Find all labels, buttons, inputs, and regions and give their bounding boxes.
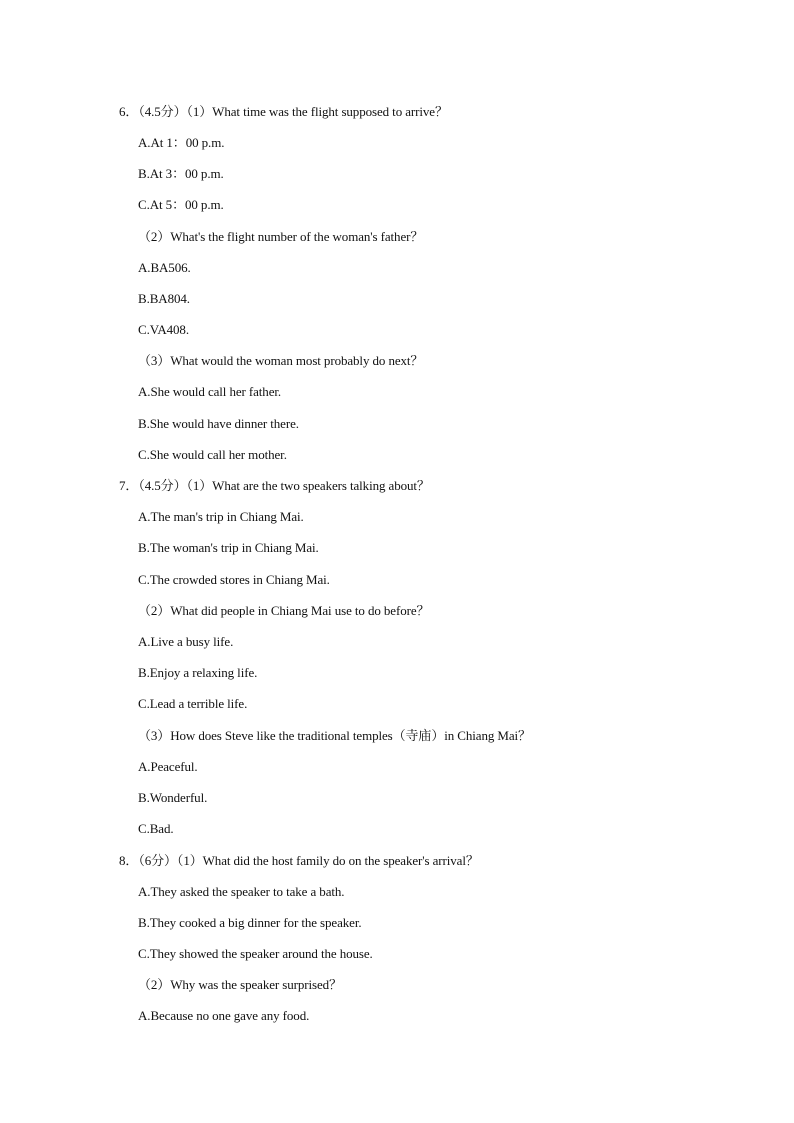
- question-score: （4.5分）: [138, 478, 187, 493]
- option-a: A.She would call her father.: [138, 384, 282, 399]
- option-a: A.At 1：00 p.m.: [138, 135, 225, 150]
- question-score: （4.5分）: [138, 104, 187, 119]
- question-7-header: 7．（4.5分）（1）What are the two speakers talking about？: [119, 478, 430, 493]
- option-a: A.BA506.: [138, 260, 191, 275]
- option-b: B.At 3：00 p.m.: [138, 166, 224, 181]
- option-c: C.The crowded stores in Chiang Mai.: [138, 572, 330, 587]
- question-number: 8: [119, 853, 126, 868]
- option-c: C.She would call her mother.: [138, 447, 287, 462]
- option-b: B.They cooked a big dinner for the speaker.: [138, 915, 362, 930]
- option-a: A.The man's trip in Chiang Mai.: [138, 509, 304, 524]
- option-c: C.They showed the speaker around the house.: [138, 946, 373, 961]
- option-a: A.Because no one gave any food.: [138, 1008, 310, 1023]
- question-stem: （1）What did the host family do on the speaker's arrival？: [176, 853, 479, 868]
- question-stem: （2）What did people in Chiang Mai use to do before？: [138, 603, 430, 618]
- option-b: B.Enjoy a relaxing life.: [138, 665, 258, 680]
- question-6-header: 6．（4.5分）（1）What time was the flight supposed to arrive？: [119, 104, 448, 119]
- option-a: A.They asked the speaker to take a bath.: [138, 884, 345, 899]
- question-stem: （1）What time was the flight supposed to arrive？: [186, 104, 448, 119]
- option-c: C.Bad.: [138, 821, 174, 836]
- question-stem: （3）How does Steve like the traditional temples（寺庙）in Chiang Mai？: [138, 728, 531, 743]
- question-stem: （2）What's the flight number of the woman's father？: [138, 229, 424, 244]
- question-stem: （2）Why was the speaker surprised？: [138, 977, 342, 992]
- question-number: 7: [119, 478, 126, 493]
- option-a: A.Live a busy life.: [138, 634, 234, 649]
- question-number: 6: [119, 104, 126, 119]
- question-score: （6分）: [138, 853, 177, 868]
- option-c: C.Lead a terrible life.: [138, 696, 248, 711]
- option-c: C.VA408.: [138, 322, 189, 337]
- question-stem: （1）What are the two speakers talking about？: [186, 478, 430, 493]
- question-stem: （3）What would the woman most probably do next？: [138, 353, 424, 368]
- option-b: B.The woman's trip in Chiang Mai.: [138, 540, 319, 555]
- option-b: B.BA804.: [138, 291, 190, 306]
- option-b: B.Wonderful.: [138, 790, 208, 805]
- option-a: A.Peaceful.: [138, 759, 198, 774]
- question-8-header: 8．（6分）（1）What did the host family do on the speaker's arrival？: [119, 853, 479, 868]
- option-c: C.At 5：00 p.m.: [138, 197, 224, 212]
- option-b: B.She would have dinner there.: [138, 416, 299, 431]
